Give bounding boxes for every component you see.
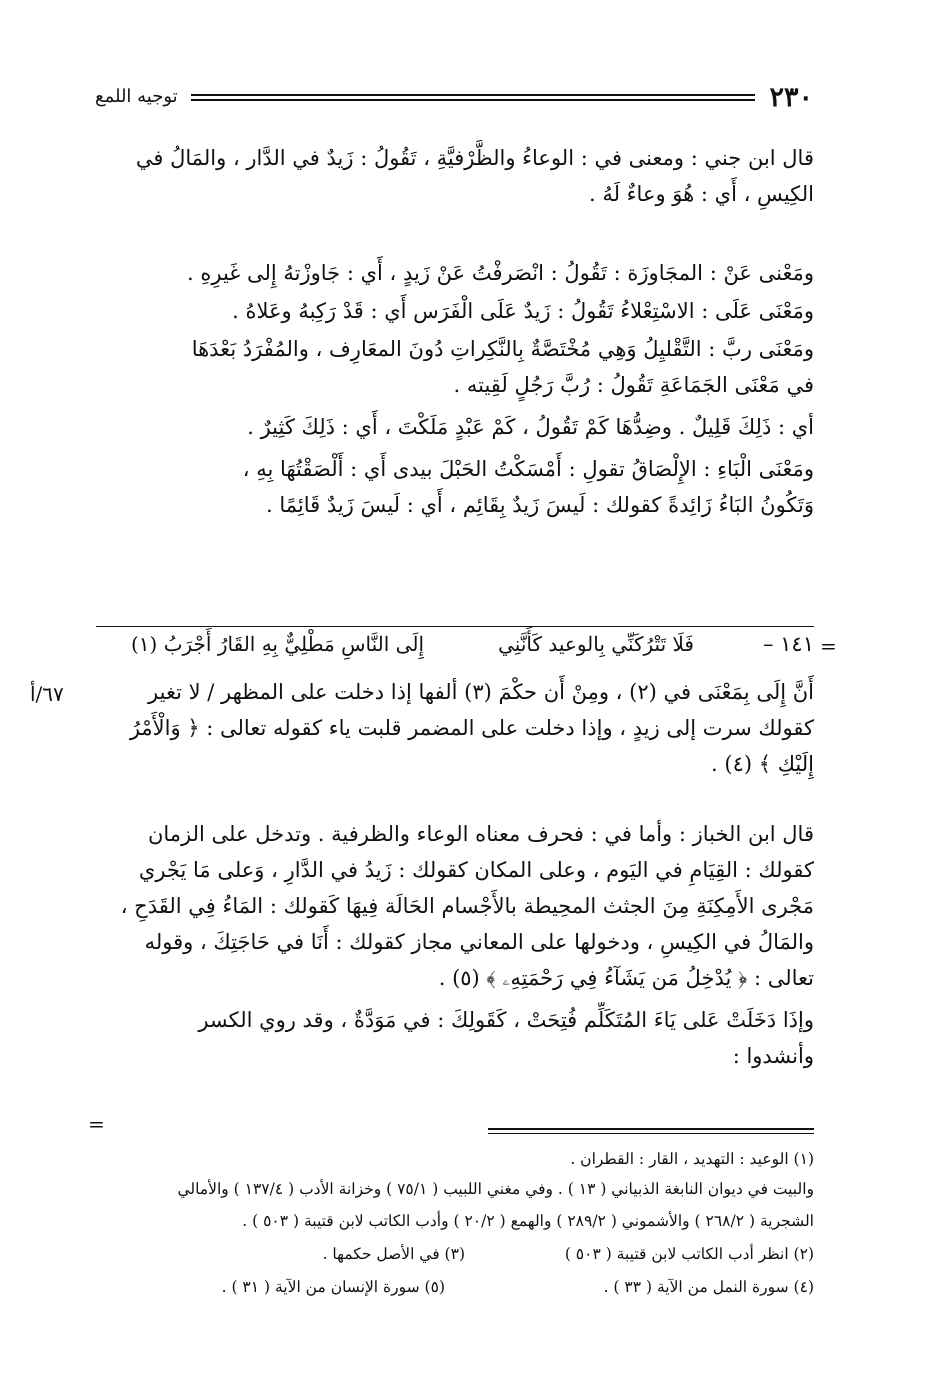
footnote-1-source-cont: الشجرية ( ٢٦٨/٢ ) والأشموني ( ٢٨٩/٢ ) والهمع ( ٢٠/٢ ) وأدب الكاتب لابن قتيبة ( ٥٠٣ ) . bbox=[242, 1212, 814, 1230]
text-line: الكِيسِ ، أَي : هُوَ وعاءٌ لَهُ . bbox=[589, 182, 814, 206]
footnote-4: (٤) سورة النمل من الآية ( ٣٣ ) . bbox=[603, 1278, 814, 1296]
footnote-1-source: والبيت في ديوان النابغة الذبياني ( ١٣ ) . وفي مغني اللبيب ( ٧٥/١ ) وخزانة الأدب ( ١٣٧/٤ ) والأمالي bbox=[177, 1180, 814, 1198]
text-line: ومَعْنَى ربَّ : التَّقْليِلُ وَهِي مُخْتَصَّةٌ بِالنَّكِراتِ دُونَ المعَارِف ، والمُفْرَدُ بَعْدَهَا bbox=[191, 337, 814, 361]
text-line: مَجْرى الأَمِكِنَةِ مِنَ الجثث المحِيطة بالأَجْسام الحَالَة فِيهَا كَقولك : المَاءُ فِي القَدَحِ ، bbox=[120, 894, 814, 918]
header-rule bbox=[191, 94, 755, 101]
paragraph-ibn-al-khabbaz bbox=[96, 816, 814, 1074]
verse-separator bbox=[96, 626, 814, 627]
text-line: قال ابن جني : ومعنى في : الوعاءُ والظَّرْفيَّةِ ، تَقُولُ : زَيدٌ في الدَّار ، والمَالُ في bbox=[135, 146, 814, 170]
paragraph-ibn-jinni bbox=[96, 140, 814, 212]
page-number: ٢٣٠ bbox=[769, 82, 813, 113]
margin-equals-mark: = bbox=[88, 1112, 105, 1136]
margin-folio-mark: ٦٧/أ bbox=[30, 682, 64, 706]
text-line: تعالى : ﴿ يُدْخِلُ مَن يَشَآءُ فِي رَحْمَتِهِۦ ﴾ (٥) . bbox=[438, 966, 814, 990]
paragraph-prepositions bbox=[96, 255, 814, 523]
text-line: كقولك سرت إلى زيدٍ ، وإذا دخلت على المضمر قلبت ياء كقوله تعالى : ﴿ وَالْأَمْرُ bbox=[129, 716, 814, 740]
text-line: ومَعْنَى عَلَى : الاسْتِعْلاءُ تَقُولُ : زَيدٌ عَلَى الْفَرَس أَي : قَدْ رَكِبهُ وعَلاهُ . bbox=[232, 299, 814, 323]
text-line: وإذَا دَخَلَتْ عَلى يَاءَ المُتَكَلِّم فُتِحَتْ ، كَقَولِكَ : في مَوَدَّةٌ ، وقد روي الكسر bbox=[198, 1008, 814, 1032]
text-line: وَتَكُونُ البَاءُ زَائِدةً كقولك : لَيسَ زَيدٌ بِقَائِم ، أَي : لَيسَ زَيدٌ قَائِمًا . bbox=[266, 493, 814, 517]
running-title: توجيه اللمع bbox=[95, 86, 178, 107]
footnote-3: (٣) في الأصل حكمها . bbox=[322, 1245, 465, 1263]
text-line: أَنَّ إِلَى بِمَعْنَى في (٢) ، ومِنْ أَن حكْمَ (٣) ألفها إذا دخلت على المظهر / لا تغير bbox=[148, 680, 814, 704]
text-line: في مَعْنَى الجَمَاعَةِ تَقُولُ : رُبَّ رَجُلٍ لَقِيته . bbox=[453, 373, 814, 397]
text-line: ومَعْنى عَنْ : المجَاوزَة : تَقُولُ : انْصَرفْتُ عَنْ زَيدٍ ، أَي : جَاوزْتهُ إِلى غَيرِهِ . bbox=[187, 261, 814, 285]
paragraph-ila bbox=[96, 674, 814, 782]
footnote-separator bbox=[488, 1128, 814, 1134]
text-line: وأنشدوا : bbox=[732, 1044, 814, 1068]
text-line: ومَعْنَى الْبَاءِ : الإِلْصَاقُ تقولِ : أَمْسَكْتُ الحَبْلَ بيدى أَي : أَلْصَقْتُهَا بِهِ ، bbox=[242, 457, 814, 481]
page-header bbox=[95, 82, 813, 116]
footnote-1: (١) الوعيد : التهديد ، القار : القطران . bbox=[570, 1150, 814, 1168]
verse-first-hemistich: فَلَا تَتْرُكَنِّي بِالوعيد كَأَنَّنِي bbox=[498, 632, 694, 656]
text-line: إِلَيْكِ ﴾ (٤) . bbox=[711, 752, 814, 776]
text-line: قال ابن الخباز : وأما في : فحرف معناه الوعاء والظرفية . وتدخل على الزمان bbox=[147, 822, 814, 846]
margin-equals-mark: = bbox=[820, 634, 837, 658]
text-line: والمَالُ في الكِيسِ ، ودخولها على المعاني مجاز كقولك : أَنَا في حَاجَتِكَ ، وقوله bbox=[144, 930, 814, 954]
footnote-2: (٢) انظر أدب الكاتب لابن قتيبة ( ٥٠٣ ) bbox=[564, 1245, 814, 1263]
text-line: أي : ذَلِكَ قَلِيلٌ . وضِدُّهَا كَمْ تَقُولُ ، كَمْ عَبْدٍ مَلَكْتَ ، أَي : ذَلِكَ كَثِيرٌ . bbox=[247, 415, 814, 439]
verse-second-hemistich: إِلَى النَّاسِ مَطْلِيٌّ بِهِ القَارُ أَجْرَبُ (١) bbox=[130, 632, 424, 656]
text-line: كقولك : القِيَامِ في اليَوم ، وعلى المكان كقولك : زَيدُ في الدَّارِ ، وَعلى مَا يَجْري bbox=[138, 858, 814, 882]
poem-verse bbox=[96, 632, 814, 668]
verse-number: ١٤١ – bbox=[762, 632, 814, 656]
footnote-5: (٥) سورة الإنسان من الآية ( ٣١ ) . bbox=[221, 1278, 445, 1296]
